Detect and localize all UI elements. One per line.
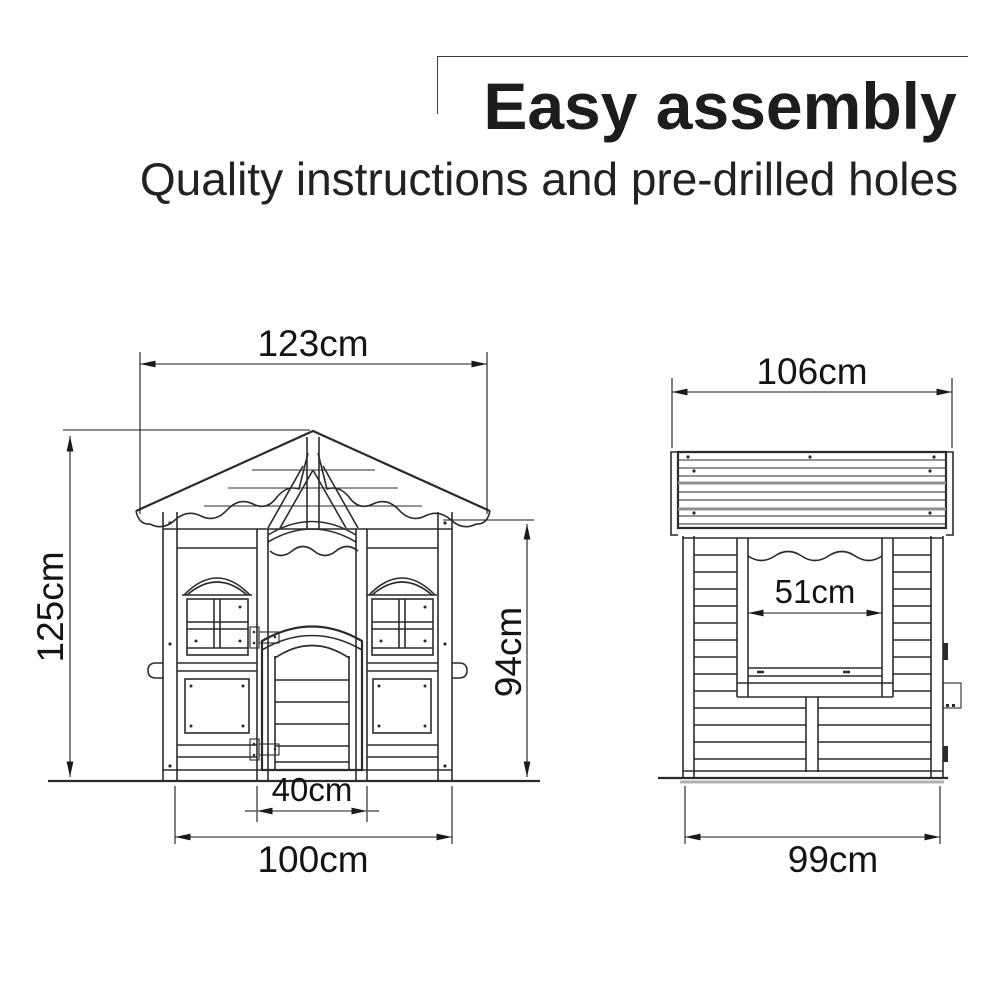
label-roof-depth: 106cm — [756, 351, 868, 392]
front-view — [30, 323, 540, 880]
dim-window-width — [748, 573, 882, 613]
front-roof — [136, 431, 490, 529]
label-window-width: 51cm — [774, 573, 856, 610]
front-handle-right — [452, 663, 467, 678]
label-roof-width: 123cm — [257, 323, 369, 364]
dim-roof-depth — [672, 351, 952, 448]
front-siding-right — [367, 663, 438, 757]
dim-wall-height — [443, 520, 534, 777]
side-window — [737, 538, 893, 697]
side-roof — [671, 452, 953, 535]
front-siding-left — [177, 663, 257, 757]
front-window-left — [182, 578, 252, 655]
label-base-depth: 99cm — [787, 839, 879, 880]
label-base-width: 100cm — [257, 839, 369, 880]
label-door-width: 40cm — [271, 771, 353, 808]
label-wall-height: 94cm — [488, 606, 529, 698]
front-handle-left — [148, 663, 163, 678]
door-hinge-top — [250, 627, 279, 648]
page-subtitle: Quality instructions and pre-drilled holes — [139, 153, 959, 205]
side-door-hardware — [943, 643, 961, 762]
page-title: Easy assembly — [483, 69, 957, 143]
label-overall-height: 125cm — [30, 551, 71, 663]
dim-door-width — [245, 771, 379, 822]
dim-base-depth — [685, 786, 940, 880]
front-window-right — [367, 578, 437, 655]
front-door — [250, 627, 362, 771]
side-view — [658, 351, 961, 880]
